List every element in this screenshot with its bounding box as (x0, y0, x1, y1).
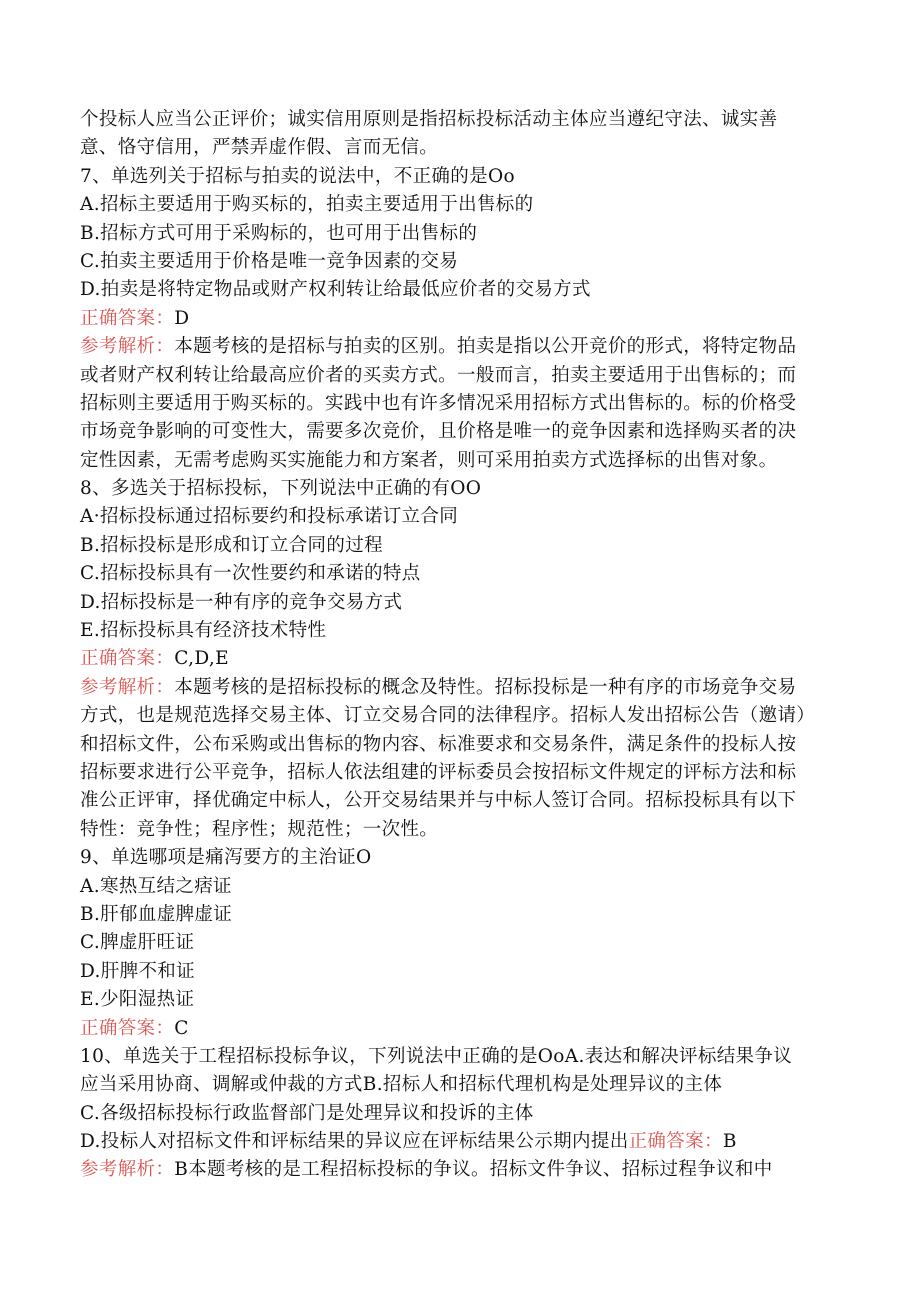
answer-value: C,D,E (174, 648, 229, 670)
answer-value: D (174, 307, 190, 329)
answer-label: 正确答案： (80, 1017, 175, 1039)
q8-analysis-line-3: 和招标文件，公布采购或出售标的物内容、标准要求和交易条件，满足条件的投标人按 (80, 733, 797, 755)
q8-option-a: A·招标投标通过招标要约和投标承诺订立合同 (80, 506, 459, 528)
analysis-text: 本题考核的是招标投标的概念及特性。招标投标是一种有序的市场竞争交易 (174, 676, 797, 698)
answer-label: 正确答案： (80, 648, 175, 670)
q9-option-d: D.肝脾不和证 (80, 960, 196, 982)
q9-option-c: C.脾虚肝旺证 (80, 932, 195, 954)
q9-option-b: B.肝郁血虚脾虚证 (80, 903, 233, 925)
q9-option-a: A.寒热互结之痞证 (80, 875, 232, 897)
document-page (80, 106, 850, 1185)
q10-line-4 (80, 1128, 850, 1156)
intro-line-2: 意、恪守信用，严禁弄虚作假、言而无信。 (80, 137, 439, 159)
q7-option-a: A.招标主要适用于购买标的，拍卖主要适用于出售标的 (80, 194, 534, 216)
q7-stem: 7、单选列关于招标与拍卖的说法中，不正确的是Oo (80, 165, 515, 187)
q9-answer (80, 1015, 850, 1043)
q8-stem: 8、多选关于招标投标，下列说法中正确的有OO (80, 478, 482, 500)
q7-option-c: C.拍卖主要适用于价格是唯一竞争因素的交易 (80, 250, 459, 272)
q8-analysis-line-6: 特性：竞争性；程序性；规范性；一次性。 (80, 818, 439, 840)
q8-option-b: B.招标投标是形成和订立合同的过程 (80, 534, 383, 556)
analysis-text: 本题考核的是招标与拍卖的区别。拍卖是指以公开竞价的形式，将特定物品 (174, 336, 797, 358)
q8-answer (80, 645, 850, 673)
q7-analysis-line-1 (80, 333, 850, 361)
q8-option-c: C.招标投标具有一次性要约和承诺的特点 (80, 563, 421, 585)
analysis-label: 参考解析： (80, 676, 175, 698)
q7-answer (80, 305, 850, 333)
q7-analysis-line-2: 或者财产权利转让给最高应价者的买卖方式。一般而言，拍卖主要适用于出售标的；而 (80, 364, 797, 386)
q7-analysis-line-5: 定性因素，无需考虑购买实施能力和方案者，则可采用拍卖方式选择标的出售对象。 (80, 449, 778, 471)
answer-value: C (174, 1017, 189, 1039)
q8-analysis-line-4: 招标要求进行公平竞争，招标人依法组建的评标委员会按招标文件规定的评标方法和标 (80, 761, 797, 783)
q7-option-b: B.招标方式可用于采购标的，也可用于出售标的 (80, 222, 478, 244)
q7-analysis-line-4: 市场竞争影响的可变性大，需要多次竞价，且价格是唯一的竞争因素和选择购买者的决 (80, 421, 797, 443)
answer-value: B (722, 1131, 737, 1153)
analysis-label: 参考解析： (80, 336, 175, 358)
analysis-label: 参考解析： (80, 1159, 175, 1181)
analysis-text: B本题考核的是工程招标投标的争议。招标文件争议、招标过程争议和中 (174, 1159, 773, 1181)
q10-option-d: D.投标人对招标文件和评标结果的异议应在评标结果公示期内提出 (80, 1131, 629, 1153)
q9-option-e: E.少阳湿热证 (80, 989, 195, 1011)
q7-analysis-line-3: 招标则主要适用于购买标的。实践中也有许多情况采用招标方式出售标的。标的价格受 (80, 392, 797, 414)
q10-line-2: 应当采用协商、调解或仲裁的方式B.招标人和招标代理机构是处理异议的主体 (80, 1074, 723, 1096)
q10-line-3: C.各级招标投标行政监督部门是处理异议和投诉的主体 (80, 1102, 534, 1124)
q8-analysis-line-5: 准公正评审，择优确定中标人，公开交易结果并与中标人签订合同。招标投标具有以下 (80, 790, 797, 812)
q7-option-d: D.拍卖是将特定物品或财产权利转让给最低应价者的交易方式 (80, 279, 591, 301)
q8-option-e: E.招标投标具有经济技术特性 (80, 620, 327, 642)
q10-line-1: 10、单选关于工程招标投标争议，下列说法中正确的是OoA.表达和解决评标结果争议 (80, 1045, 793, 1067)
q8-analysis-line-1 (80, 674, 850, 702)
answer-label: 正确答案： (628, 1131, 723, 1153)
answer-label: 正确答案： (80, 307, 175, 329)
q10-analysis-line-1 (80, 1156, 850, 1184)
intro-line-1: 个投标人应当公正评价；诚实信用原则是指招标投标活动主体应当遵纪守法、诚实善 (80, 109, 778, 130)
q8-analysis-line-2: 方式，也是规范选择交易主体、订立交易合同的法律程序。招标人发出招标公告（邀请） (80, 705, 816, 727)
q9-stem: 9、单选哪项是痛泻要方的主治证O (80, 847, 372, 869)
q8-option-d: D.招标投标是一种有序的竞争交易方式 (80, 591, 403, 613)
